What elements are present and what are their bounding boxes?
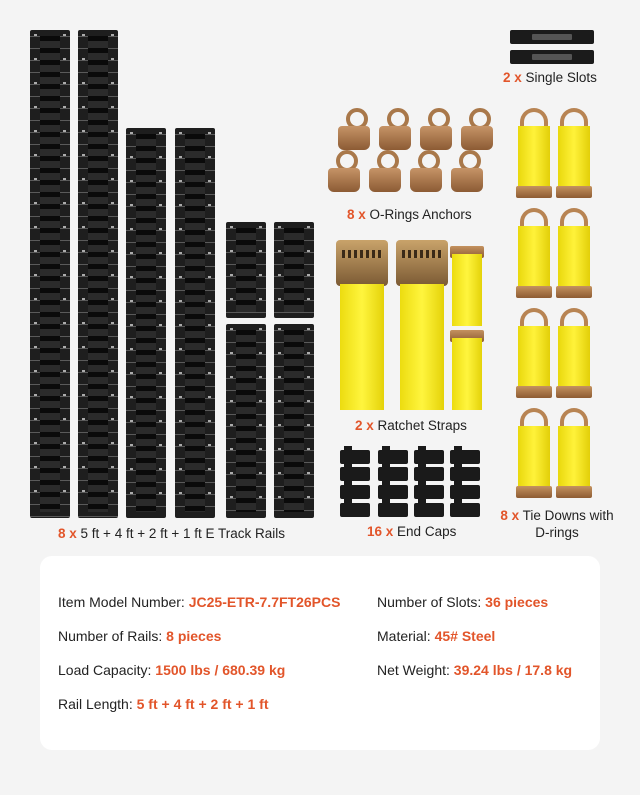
e-track-rail-1ft (274, 222, 314, 318)
tie-down-d-ring (556, 208, 592, 298)
o-ring-anchor (326, 150, 364, 194)
spec-load-capacity: Load Capacity: 1500 lbs / 680.39 kg (58, 662, 286, 678)
e-track-rail-2ft (274, 324, 314, 518)
spec-model-number: Item Model Number: JC25-ETR-7.7FT26PCS (58, 594, 341, 610)
ratchet-strap (336, 240, 388, 410)
o-rings-label: 8 x O-Rings Anchors (347, 207, 472, 222)
end-cap (450, 450, 480, 464)
end-cap (378, 503, 408, 517)
single-slot (510, 50, 594, 64)
end-cap (414, 503, 444, 517)
ratchet-strap (396, 240, 448, 410)
o-ring-anchor (408, 150, 446, 194)
e-track-rail-2ft (226, 324, 266, 518)
end-cap (450, 503, 480, 517)
specifications-card (40, 556, 600, 750)
o-ring-anchor (367, 150, 405, 194)
spec-number-of-rails: Number of Rails: 8 pieces (58, 628, 222, 644)
single-slot (510, 30, 594, 44)
e-track-rail-4ft (175, 128, 215, 518)
tie-down-d-ring (516, 408, 552, 498)
ratchet-straps-label: 2 x Ratchet Straps (355, 418, 467, 433)
spec-net-weight: Net Weight: 39.24 lbs / 17.8 kg (377, 662, 573, 678)
tie-downs-label: 8 x Tie Downs with D-rings (500, 508, 614, 540)
tie-down-d-ring (556, 108, 592, 198)
o-ring-anchor (377, 108, 415, 152)
o-ring-anchor (418, 108, 456, 152)
end-cap (340, 503, 370, 517)
end-cap (378, 467, 408, 481)
e-track-rail-4ft (126, 128, 166, 518)
e-track-rail-5ft (78, 30, 118, 518)
o-ring-anchor (336, 108, 374, 152)
end-cap (340, 450, 370, 464)
end-caps-label: 16 x End Caps (367, 524, 457, 539)
tie-down-d-ring (556, 408, 592, 498)
o-ring-anchor (449, 150, 487, 194)
end-cap (414, 450, 444, 464)
rails-label: 8 x 5 ft + 4 ft + 2 ft + 1 ft E Track Rails (58, 526, 286, 541)
tie-down-d-ring (516, 208, 552, 298)
spec-rail-length: Rail Length: 5 ft + 4 ft + 2 ft + 1 ft (58, 696, 269, 712)
end-cap (378, 485, 408, 499)
end-cap (414, 485, 444, 499)
e-track-rail-5ft (30, 30, 70, 518)
ratchet-strap-end (450, 246, 484, 326)
end-cap (340, 467, 370, 481)
end-cap (340, 485, 370, 499)
end-cap (378, 450, 408, 464)
tie-down-d-ring (556, 308, 592, 398)
o-ring-anchor (459, 108, 497, 152)
tie-down-d-ring (516, 108, 552, 198)
end-cap (414, 467, 444, 481)
ratchet-strap-end (450, 330, 484, 410)
tie-down-d-ring (516, 308, 552, 398)
single-slots-label: 2 x Single Slots (503, 70, 597, 85)
spec-number-of-slots: Number of Slots: 36 pieces (377, 594, 549, 610)
e-track-rail-1ft (226, 222, 266, 318)
end-cap (450, 485, 480, 499)
spec-material: Material: 45# Steel (377, 628, 496, 644)
end-cap (450, 467, 480, 481)
